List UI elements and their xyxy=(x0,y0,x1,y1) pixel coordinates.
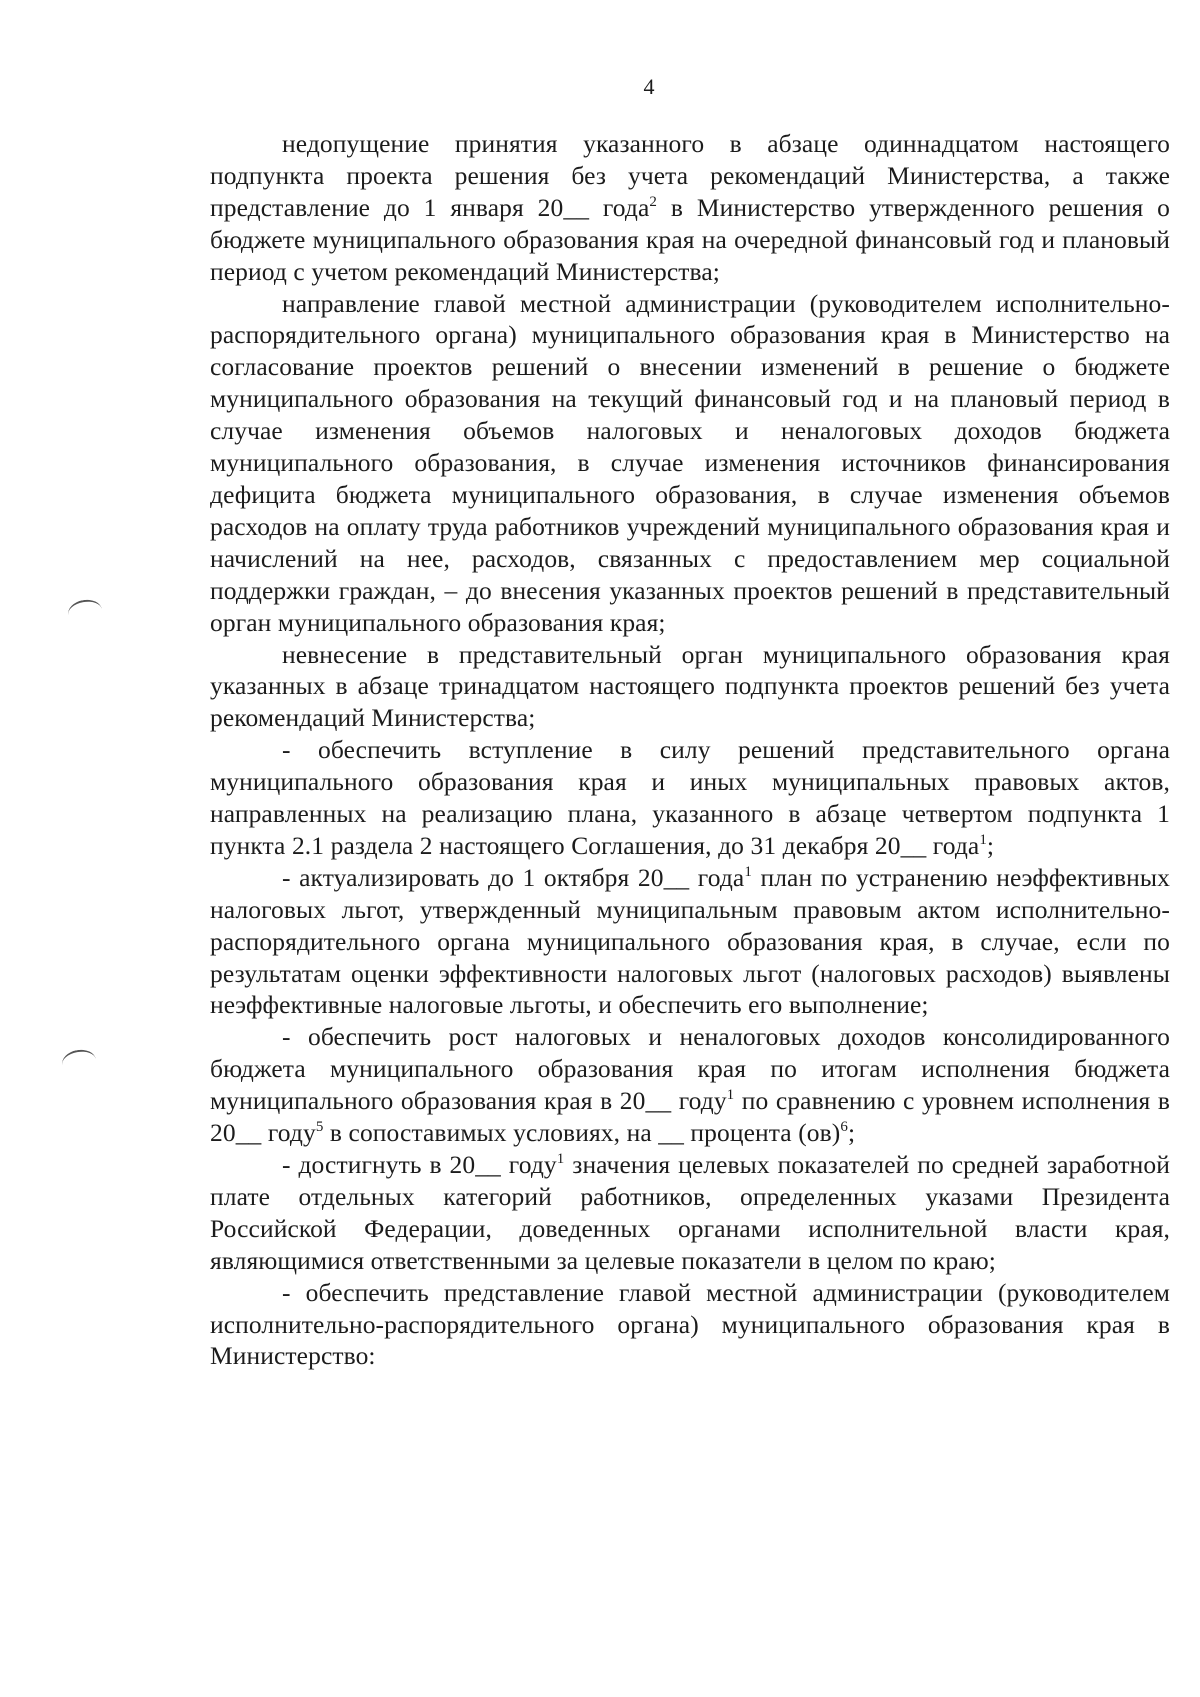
paragraph: - достигнуть в 20__ году$^1$ значения целевых показателей по средней заработной плате отдельных категорий работников, определенных указами Президента Российской Федерации, доведенных органами исполнительной власти края, являющимися ответственными за целевые показатели в целом по краю; xyxy=(210,1150,1170,1275)
paragraph: - обеспечить рост налоговых и неналоговых доходов консолидированного бюджета муниципального образования края по итогам исполнения бюджета муниципального образования края в 20__ году$^1$ по сравнению с уровнем исполнения в 20__ году$^5$ в сопоставимых условиях, на __ процента (ов)$^6$; xyxy=(210,1022,1170,1148)
paragraph: - обеспечить вступление в силу решений представительного органа муниципального образования края и иных муниципальных правовых актов, направленных на реализацию плана, указанного в абзаце четвертом подпункта 1 пункта 2.1 раздела 2 настоящего Соглашения, до 31 декабря 20__ года$^1$; xyxy=(210,735,1170,860)
punch-hole-mark xyxy=(60,1047,98,1077)
paragraph: недопущение принятия указанного в абзаце одиннадцатом настоящего подпункта проекта решения без учета рекомендаций Министерства, а также представление до 1 января 20__ года$^2$ в Министерство утвержденного решения о бюджете муниципального образования края на очередной финансовый год и плановый период с учетом рекомендаций Министерства; xyxy=(210,129,1170,286)
paragraph: направление главой местной администрации (руководителем исполнительно-распорядительного органа) муниципального образования края в Министерство на согласование проектов решений о внесении изменений в решение о бюджете муниципального образования на текущий финансовый год и на плановый период в случае изменения объемов налоговых и неналоговых доходов бюджета муниципального образования, в случае изменения источников финансирования дефицита бюджета муниципального образования, в случае изменения объемов расходов на оплату труда работников учреждений муниципального образования края и начислений на нее, расходов, связанных с предоставлением мер социальной поддержки граждан, – до внесения указанных проектов решений в представительный орган муниципального образования края; xyxy=(210,288,1170,637)
paragraph: невнесение в представительный орган муниципального образования края указанных в абзаце тринадцатом настоящего подпункта проектов решений без учета рекомендаций Министерства; xyxy=(210,639,1170,733)
paragraph: - актуализировать до 1 октября 20__ года$^1$ план по устранению неэффективных налоговых льгот, утвержденный муниципальным правовым актом исполнительно-распорядительного органа муниципального образования края, в случае, если по результатам оценки эффективности налоговых льгот (налоговых расходов) выявлены неэффективные налоговые льготы, и обеспечить его выполнение; xyxy=(210,862,1170,1020)
page-number: 4 xyxy=(643,74,655,99)
document-body xyxy=(210,128,1170,1372)
punch-hole-mark xyxy=(66,597,104,627)
paragraph: - обеспечить представление главой местной администрации (руководителем исполнительно-распорядительного органа) муниципального образования края в Министерство: xyxy=(210,1277,1170,1371)
